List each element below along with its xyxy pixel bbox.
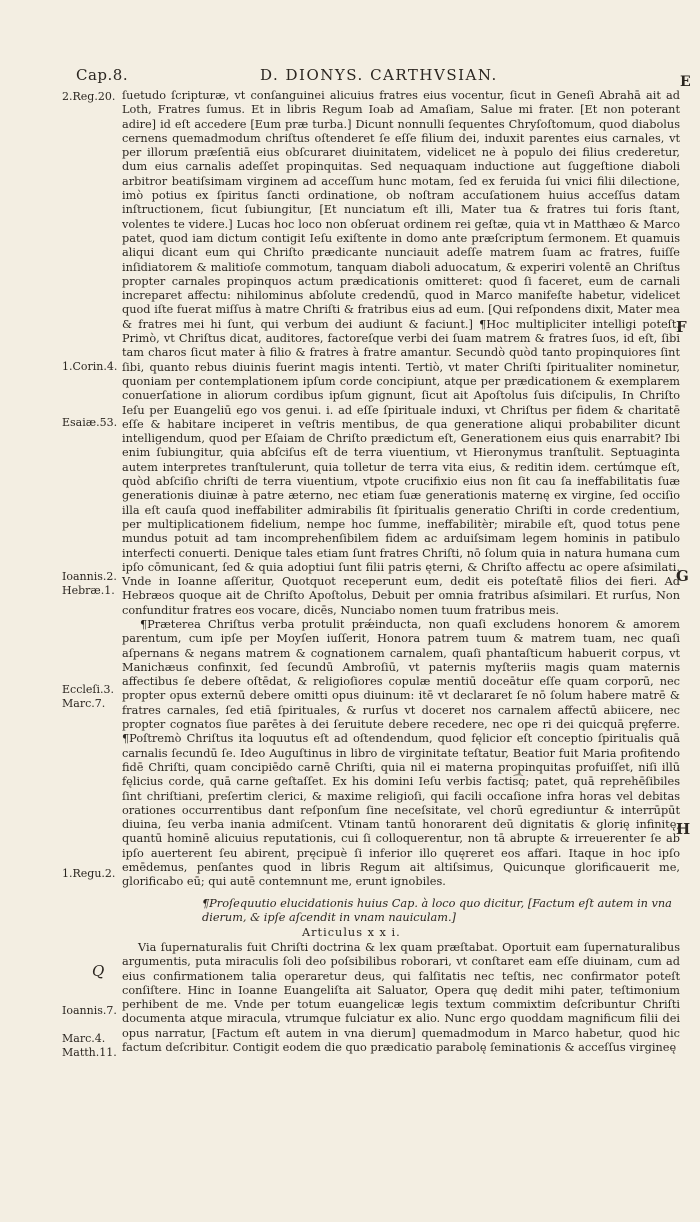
margin-note-1regu2: 1.Regu.2. [62, 867, 116, 880]
margin-note-marc4: Marc.4. [62, 1032, 106, 1045]
paragraph: ſuetudo ſcripturæ, vt conſanguinei alicuius fratres eius vocentur, ſicut in Geneſi Abrahā ait ad Loth, Fratres ſumus. Et in libris Regum Ioab ad Amaſiam, Salue mi frater. [Et non poterant adire] id eſt accedere [Eum præ turba.] Dicunt nonnulli ſequentes Chryſoſtomum, quod diabolus cernens quemadmodum chriſtus oſtenderet ſe eſſe filium dei, induxit parentes eius carnales, vt per illorum præſentiā eius obſcuraret diuinitatem, videlicet ne à populo dei filius crederetur, dum eius carnalis adeſſet propinquitas. Sed nequaquam inductione aut ſuggeſtione diaboli arbitror beatiſsimam virginem ad acceſſum hunc motam, ſed ex feruida ſui vnici filii dilectione, imò potius ex ſpiritus ſancti ordinatione, ob noſtram accuſationem huius acceſſus datam inſtructionem, ſicut ſubiungitur, [Et nunciatum eſt illi, Mater tua & fratres tui foris ſtant, volentes te videre.] Lucas hoc loco non obſeruat ordinem rei geſtæ, quia vt in Matthæo & Marco patet, quod iam dictum contigit Ieſu exiſtente in domo ante præſcriptum ſermonem. Et quamuis aliqui dicant eum qui Chriſto prædicante nunciauit adeſſe matrem ſuam ac fratres, fuiſſe inſidiatorem & malitioſe commotum, tanquam diaboli aduocatum, & experiri volentē an Chriſtus propter carnales propinquos actum prædicationis omitteret: quod ſi faceret, eum de carnali increparet affectu: nihilominus abſolute credendū, quod in Marco manifeſte habetur, videlicet quod iſte fuerat miſſus à matre Chriſti & fratribus eius ad eum. [Qui reſpondens dixit, Mater mea & fratres mei hi ſunt, qui verbum dei audiunt & faciunt.] ¶Hoc multipliciter intelligi poteſt. Primò, vt Chriſtus dicat, auditores, factoreſque verbi dei ſuam matrem & fratres ſuos, id eſt, ſibi tam charos ſicut mater à filio & fratres à fratre amantur. Secundò quòd tanto propinquiores ſint ſibi, quanto rebus diuinis fuerint magis intenti. Tertiò, vt mater Chriſti ſpiritualiter nominetur, quoniam per contemplationem ipſum corde concipiunt, atque per prædicationem & exemplarem conuerſatione in aliorum cordibus ipſum gignunt, ſicut ait Apoſtolus ſuis diſcipulis, In Chriſto Ieſu per Euangeliū ego vos genui. i. ad eſſe ſpirituale induxi, vt Chriſtus per fidem & charitatē eſſe & habitare inciperet in veſtris mentibus, de qua generatione aliqui probabiliter dicunt intelligendum, quod per Eſaiam de Chriſto prædictum eſt, Generationem eius quis enarrabit? Ibi enim ſubiungitur, quia abſciſus eſt de terra viuentium, vt Hieronymus tranſtulit. Septuaginta autem interpretes tranſtulerunt, quia tolletur de terra vita eius, & reditin idem. certúmque eſt, quòd abſciſio chriſti de terra viuentium, vtpote crucifixio eius non ſit cau ſa ineffabilitatis ſuæ generationis diuinæ à patre æterno, nec etiam ſuæ generationis maternę ex virgine, ſed occiſio illa eſt cauſa quod ineffabiliter admirabilis ſit ſpiritualis generatio Chriſti in corde credentium, per multiplicationem fidelium, nempe hoc ſumme, ineffabilitèr; mirabile eſt, quod totus pene mundus potuit ad tam incomprehenſibilem fidem ac arduiſsimam legem hominis in patibulo interfecti conuerti. Denique tales etiam ſunt fratres Chriſti, nō ſolum quia in natura humana cum ipſo cōmunicant, ſed & quia adoptiui ſunt filii patris ęterni, & Chriſto affectu ac opere aſsimilati. Vnde in Ioanne aſſeritur, Quotquot receperunt eum, dedit eis poteſtatē filios dei fieri. Ad Hebræos quoque ait de Chriſto Apoſtolus, Debuit per omnia fratribus aſsimilari. Et rurſus, Non confunditur fratres eos vocare, dicēs, Nunciabo nomen tuum fratribus meis. [122, 89, 680, 617]
main-text-block [122, 89, 680, 890]
margin-note-hebrae1: Hebræ.1. [62, 584, 115, 597]
initial-letter: Q [92, 962, 105, 980]
chapter-label: Cap.8. [76, 66, 129, 84]
article-heading [122, 897, 680, 940]
running-title: D. DIONYS. CARTHVSIAN. [260, 66, 498, 84]
margin-note-ioannis7: Ioannis.7. [62, 1004, 117, 1017]
article-title: ¶Proſequutio elucidationis huius Cap. à loco quo dicitur, [Factum eſt autem in vna dierum, & ipſe aſcendit in vnam nauiculam.] [202, 897, 672, 925]
section-letter-f: F [676, 318, 687, 336]
page-header [0, 66, 700, 88]
article-text-block [122, 941, 680, 1055]
section-letter-g: G [676, 567, 689, 585]
section-letter-h: H [676, 820, 691, 838]
margin-note-marc7: Marc.7. [62, 697, 106, 710]
margin-note-1corin4: 1.Corin.4. [62, 360, 118, 373]
paragraph: ¶Præterea Chriſtus verba protulit prǽinducta, non quaſi excludens honorem & amorem parentum, cum ipſe per Moyſen iuſſerit, Honora patrem tuum & matrem tuam, nec quaſi aſpernans & negans matrem & cognationem carnalem, quaſi phantaſticum habuerit corpus, vt Manichæus confinxit, ſed ſecundū Ambroſiū, vt paternis myſteriis magis quam maternis affectibus ſe debere oſtēdat, & religioſiores copulæ mentiū doceātur eſſe quam corporū, nec propter opus externū debere omitti opus diuinum: itē vt declararet ſe nō ſolum habere matrē & fratres carnales, ſed etiā ſpirituales, & rurſus vt doceret nos carnalem affectū abiicere, nec propter cognatos ſiue parētes à dei ſeruitute debere recedere, nec ope ri dei quicquā pręferre. ¶Poſtremò Chriſtus ita loquutus eſt ad oſtendendum, quod fęlicior eſt conceptio ſpiritualis quā carnalis ſecundū ſe. Ideo Auguſtinus in libro de virginitate teſtatur, Beatior fuit Maria profitendo fidē Chriſti, quam concipiēdo carnē Chriſti, quia nil ei materna propinquitas profuiſſet, niſi illū fęlicius corde, quā carne geſtaſſet. Ex his domini Ieſu verbis factis͡q; patet, quā reprehēſibiles ſint chriſtiani, preſertim clerici, & maxime religioſi, qui facili occaſione infra horas vel debitas orationes occurrentibus dant reſponſum ſine neceſsitate, vel chorū egrediuntur & interrūpūt diuina, ſeu verba inania admiſcent. Vtinam tantū honorarent deū dignitatis & glorię infinitę, quantū hominē alicuius reputationis, cui ſi colloquerentur, non tā abrupte & irreuerenter ſe ab ipſo auerterent ſeu abirent, pręcipuè ſi inferior illo quęreret eos affari. Itaque in hoc ipſo emēdemus, penſantes quod in libris Regum ait altiſsimus, Quicunque glorificauerit me, glorificabo eū; qui autē contemnunt me, erunt ignobiles. [122, 617, 680, 889]
margin-note-esaiae53: Esaiæ.53. [62, 416, 118, 429]
article-number: Articulus x x i. [302, 925, 401, 939]
margin-note-ecclesi3: Eccleſi.3. [62, 683, 114, 696]
paragraph: Via ſupernaturalis fuit Chriſti doctrina & lex quam præſtabat. Oportuit eam ſupernaturalibus argumentis, puta miraculis ſoli deo poſsibilibus roborari, vt conſtaret eam eſſe diuinam, cum ad eius confirmationem talia operaretur deus, qui falſitatis nec teſtis, nec confirmator poteſt conſiſtere. Hinc in Ioanne Euangeliſta ait Saluator, Opera quę dedit mihi pater, teſtimonium perhibent de me. Vnde per totum euangelicæ legis textum commixtim deſcribuntur Chriſti documenta atque miracula, vtrumque fulciatur ex alio. Nunc ergo quoddam magnificum filii dei opus narratur, [Factum eſt autem in vna dierum] quemadmodum in Marco habetur, quod hic factum deſcribitur. Contigit eodem die quo prædicatio parabolę ſeminationis & acceſſus virgineę [122, 941, 680, 1055]
section-letter-e: E [680, 74, 692, 90]
margin-note-ioannis2: Ioannis.2. [62, 570, 117, 583]
margin-note-2reg20: 2.Reg.20. [62, 90, 116, 103]
margin-note-matth11: Matth.11. [62, 1046, 117, 1059]
